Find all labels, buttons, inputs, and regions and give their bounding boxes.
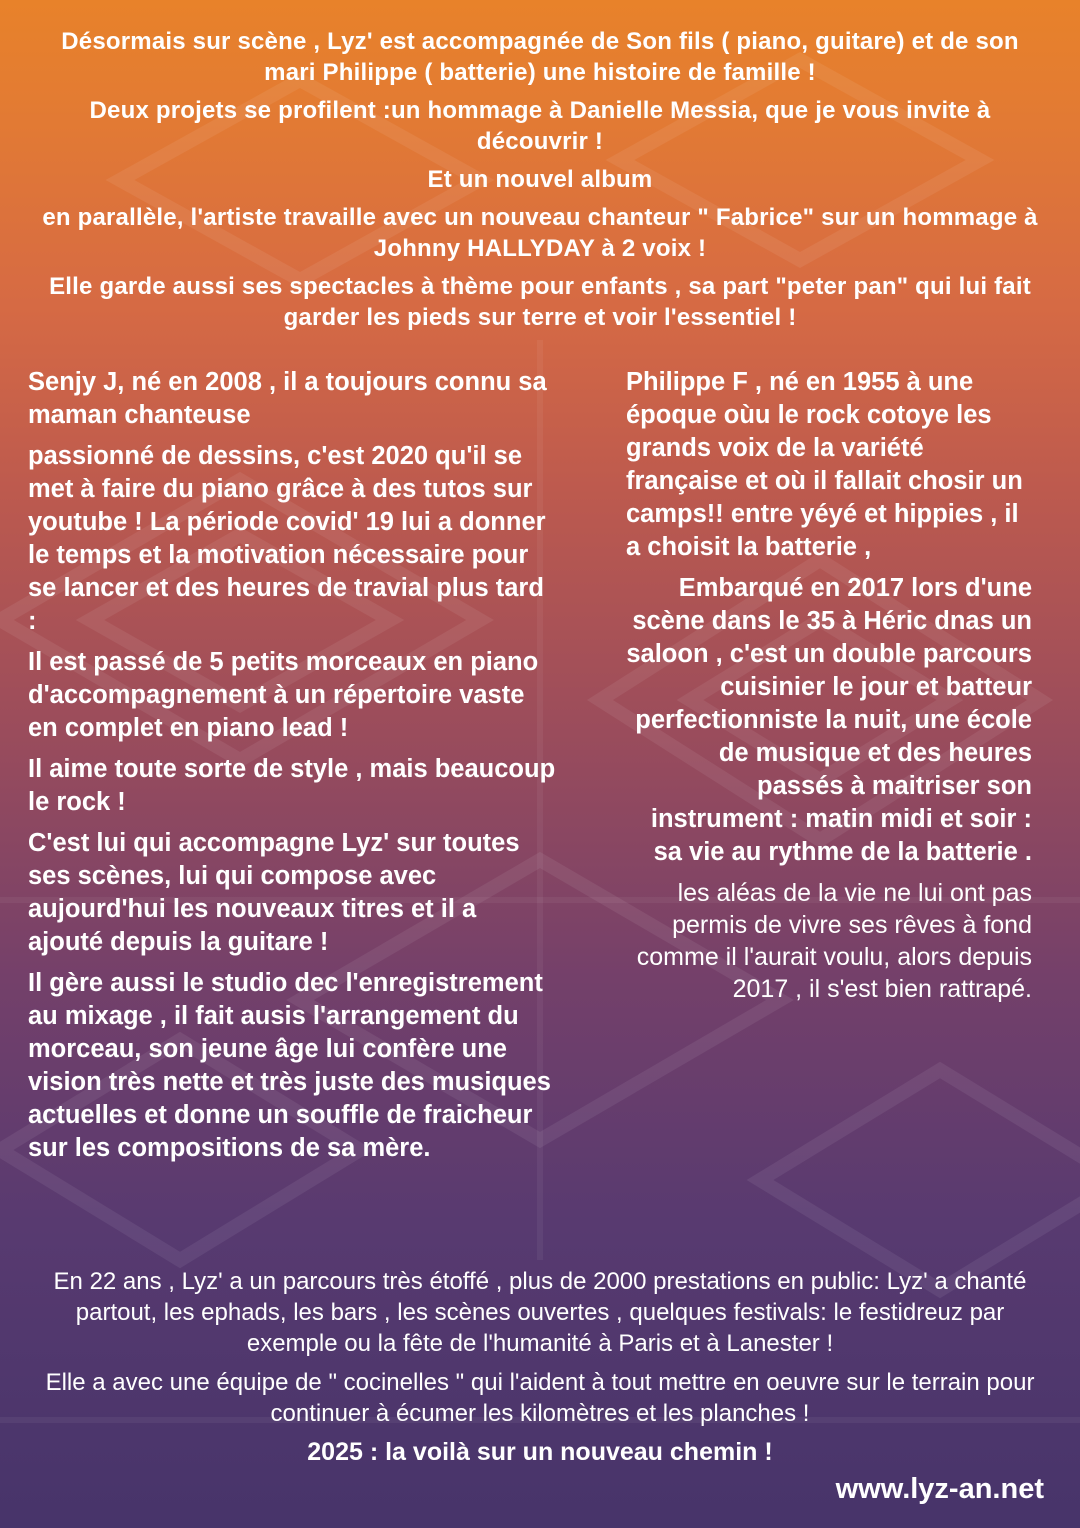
intro-section [40, 26, 1040, 340]
footer-team: Elle a avec une équipe de " cocinelles " qui l'aident à tout mettre en oeuvre sur le terrain pour continuer à écumer les kilomètres et les planches ! [45, 1369, 1035, 1427]
footer-career: En 22 ans , Lyz' a un parcours très étoffé , plus de 2000 prestations en public: Lyz' a chanté partout, les ephads, les bars , les scènes ouvertes , quelques festivals: le festidreuz par exemple ou la fête de l'humanité à Paris et à Lanester ! [53, 1268, 1027, 1357]
senjy-paragraph: Il est passé de 5 petits morceaux en piano d'accompagnement à un répertoire vaste en complet en piano lead ! [28, 648, 539, 742]
senjy-bio [28, 366, 558, 1173]
intro-paragraph-johnny-tribute: en parallèle, l'artiste travaille avec un nouveau chanteur " Fabrice" sur un hommage à Johnny HALLYDAY à 2 voix ! [42, 204, 1038, 262]
intro-paragraph-projects: Deux projets se profilent :un hommage à Danielle Messia, que je vous invite à découvrir ! [89, 97, 991, 155]
senjy-paragraph: C'est lui qui accompagne Lyz' sur toutes ses scènes, lui qui compose avec aujourd'hui les nouveaux titres et il a ajouté depuis la guitare ! [28, 829, 520, 956]
philippe-career: Embarqué en 2017 lors d'une scène dans le 35 à Héric dnas un saloon , c'est un double parcours cuisinier le jour et batteur perfectionniste la nuit, une école de musique et des heures passés à maitriser son instrument : matin midi et soir : sa vie au rythme de la batterie . [626, 574, 1032, 866]
philippe-closing: les aléas de la vie ne lui ont pas permis de vivre ses rêves à fond comme il l'aurait voulu, alors depuis 2017 , il s'est bien rattrapé. [636, 879, 1032, 1003]
footer-closing: 2025 : la voilà sur un nouveau chemin ! [307, 1438, 773, 1466]
senjy-paragraph: Il aime toute sorte de style , mais beaucoup le rock ! [28, 755, 556, 816]
footer-section [40, 1266, 1040, 1476]
intro-paragraph-family: Désormais sur scène , Lyz' est accompagnée de Son fils ( piano, guitare) et de son mari Philippe ( batterie) une histoire de famille ! [61, 28, 1019, 86]
intro-paragraph-kids-shows: Elle garde aussi ses spectacles à thème pour enfants , sa part "peter pan" qui lui fait garder les pieds sur terre et voir l'essentiel ! [49, 273, 1031, 331]
philippe-bio [626, 366, 1032, 1013]
philippe-intro: Philippe F , né en 1955 à une époque oùu le rock cotoye les grands voix de la variété française et où il fallait chosir un camps!! entre yéyé et hippies , il a choisit la batterie , [626, 368, 1023, 561]
senjy-paragraph: passionné de dessins, c'est 2020 qu'il se met à faire du piano grâce à des tutos sur youtube ! La période covid' 19 lui a donner le temps et la motivation nécessaire pour se lancer et des heures de travial plus tard : [28, 442, 546, 635]
intro-paragraph-album: Et un nouvel album [427, 166, 653, 193]
senjy-paragraph: Il gère aussi le studio dec l'enregistrement au mixage , il fait ausis l'arrangement du morceau, son jeune âge lui confère une vision très nette et très juste des musiques actuelles et donne un souffle de fraicheur sur les compositions de sa mère. [28, 969, 551, 1162]
website-link[interactable]: www.lyz-an.net [835, 1473, 1044, 1505]
senjy-paragraph: Senjy J, né en 2008 , il a toujours connu sa maman chanteuse [28, 368, 547, 429]
